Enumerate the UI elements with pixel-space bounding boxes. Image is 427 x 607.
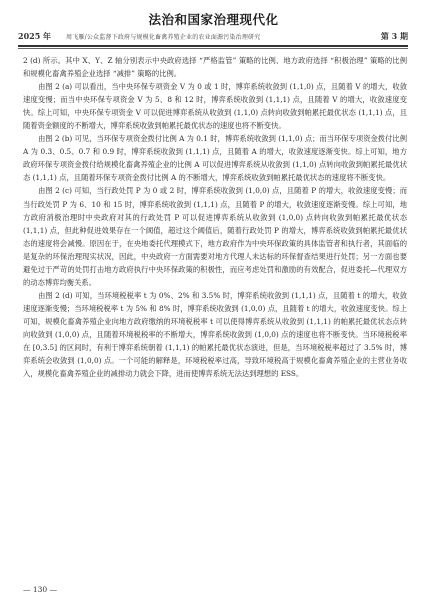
paragraph: 由图 2 (c) 可知，当行政处罚 P 为 0 或 2 时，博弈系统收敛到 (1,0,0) 点，且随着 P 的增大，收敛速度变慢；而当行政处罚 P 为 6、10 和 15 时，博弈系统收敛到 (1,1,1) 点，且随着 P 的增大，收敛速度逐渐变慢。综上可知，地方政府消极治理时中央政府对其的行政处罚 P 可以促进博弈系统从收敛到 (1,0,0) 点转向收敛到帕累托最优状态 (1,1,1) 点，但此种促进效果存在一个阈值，超过这个阈值后，随着行政处罚 P 的增大，博弈系统收敛到帕累托最优状态的速度将会减慢。原因在于，在央地委托代理模式下，地方政府作为中央环保政策的具体监管者和执行者，其面临的是复杂的环保治理现实状况，因此，中央政府一方面需要对地方代理人未达标的环保督查结果进行处罚；另一方面也要避免过于严苛的处罚打击地方政府执行中央环保政策的积极性，而应考虑处罚和激励的有效配合，促进委托—代理双方的动态博弈均衡关系。 [23,186,407,287]
paragraph: 由图 2 (a) 可以看出，当中央环保专项资金 V 为 0 或 1 时，博弈系统收敛到 (1,1,0) 点，且随着 V 的增大，收敛速度变慢；而当中央环保专项资金 V 为 5、8 和 12 时，博弈系统收敛到 (1,1,1) 点，且随着 V 的增大，收敛速度变快。综上可知，中央环保专项资金 V 可以促进博弈系统从收敛到 (1,1,0) 点转向收敛到帕累托最优状态 (1,1,1) 点，且随着资金额度的不断增大，博弈系统收敛到帕累托最优状态的速度也将不断变快。 [23,82,407,131]
header-rule-thick [18,45,408,47]
page-number: — 130 — [23,585,58,594]
body-text [23,54,407,380]
header-authors: 周飞雁/公众监督下政府与规模化畜禽养殖企业的农业面源污染治理研究 [66,34,261,41]
paragraph: 由图 2 (d) 可知，当环境税税率 t 为 0%、2% 和 3.5% 时，博弈系统收敛到 (1,1,1) 点，且随着 t 的增大，收敛速度逐渐变慢；当环境税税率 t 为 5% 和 8% 时，博弈系统收敛到 (1,0,0) 点，且随着 t 的增大，收敛速度变快。综上可知，规模化畜禽养殖企业向地方政府缴纳的环境税税率 t 可以使得博弈系统从收敛到 (1,1,1) 的帕累托最优状态点转向收敛到 (1,0,0) 点，且随着环境税税率的不断增大，博弈系统收敛到 (1,0,0) 点的速度也将不断变快。当环境税税率在 [0,3.5] 的区间时，有利于博弈系统朝着 (1,1,1) 的帕累托最优状态演进，但是，当环境税税率超过了 3.5% 时，博弈系统会收敛到 (1,0,0) 点。一个可能的解释是，环境税税率过高，导致环境税高于规模化畜禽养殖企业的主营业务收入，规模化畜禽养殖企业的减排动力就会下降，进而使博弈系统无法达到理想的 ESS。 [23,290,407,379]
running-header [18,30,408,44]
header-issue: 第 3 期 [380,31,408,41]
header-year: 2025 年 [18,31,52,41]
journal-title: 法治和国家治理现代化 [148,12,279,27]
paragraph: 2 (d) 所示。其中 X、Y、Z 轴分别表示中央政府选择 “严格监管” 策略的比例、地方政府选择 “积极治理” 策略的比例和规模化畜禽养殖企业选择 “减排” 策略的比例。 [23,56,407,79]
header-rule-thin [18,48,408,49]
paragraph: 由图 2 (b) 可见，当环保专项资金拨付比例 A 为 0.1 时，博弈系统收敛到 (1,1,0) 点；而当环保专项资金拨付比例 A 为 0.3、0.5、0.7 和 0.9 时，博弈系统收敛到 (1,1,1) 点，且随着 A 的增大，收敛速度逐渐变快。综上可知，地方政府环保专项资金拨付给规模化畜禽养殖企业的比例 A 可以促进博弈系统从收敛到 (1,1,0) 点转向收敛到帕累托最优状态 (1,1,1) 点，且随着环保专项资金拨付比例 A 的不断增大，博弈系统收敛到帕累托最优状态的速度将不断变快。 [23,134,407,183]
